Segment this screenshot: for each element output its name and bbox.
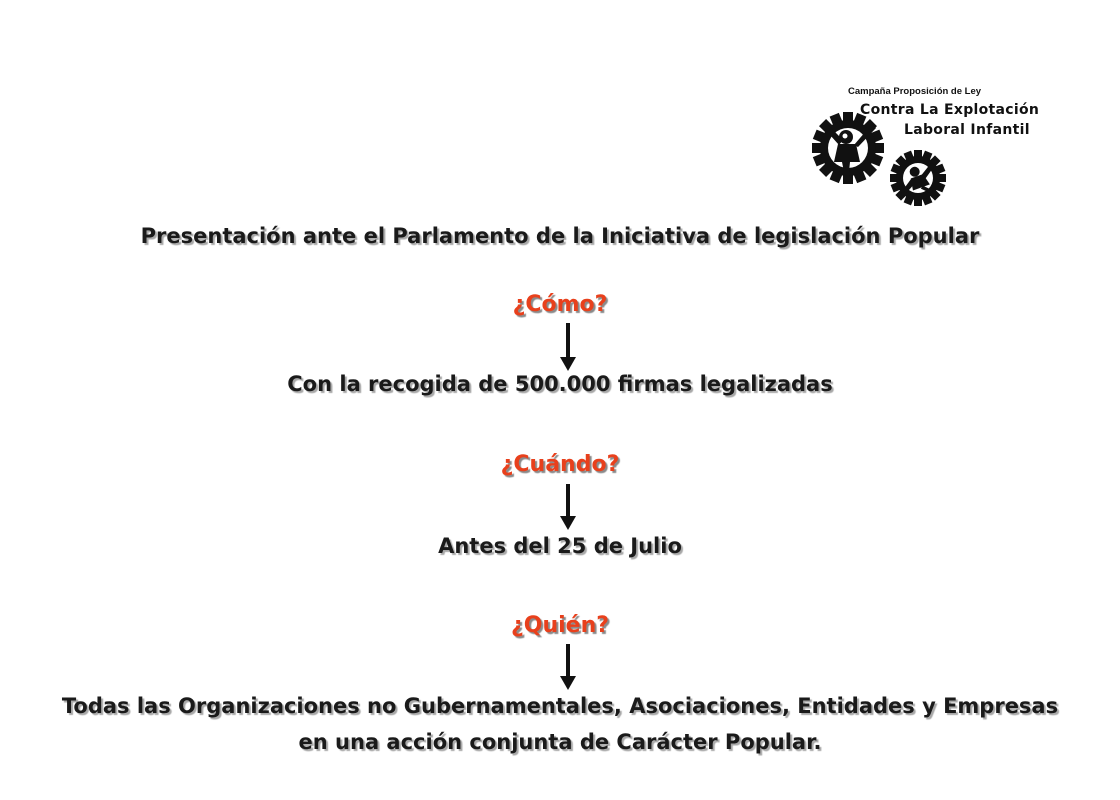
question-who: ¿Quién?	[510, 613, 609, 638]
logo-line-2: Laboral Infantil	[904, 122, 1030, 138]
answer-when: Antes del 25 de Julio	[438, 534, 682, 558]
answer-who-line-1: Todas las Organizaciones no Gubernamentales, Asociaciones, Entidades y Empresas	[61, 694, 1059, 718]
down-arrow-icon	[558, 644, 578, 690]
question-when: ¿Cuándo?	[500, 452, 620, 477]
down-arrow-icon	[558, 323, 578, 371]
page-title: Presentación ante el Parlamento de la Iniciativa de legislación Popular	[140, 224, 980, 248]
campaign-logo	[808, 82, 1038, 214]
logo-line-1: Contra La Explotación	[860, 102, 1040, 118]
answer-how: Con la recogida de 500.000 firmas legalizadas	[287, 372, 833, 396]
answer-who-line-2: en una acción conjunta de Carácter Popular.	[298, 730, 822, 754]
question-how: ¿Cómo?	[512, 292, 608, 317]
down-arrow-icon	[558, 484, 578, 530]
logo-campaign-label: Campaña Proposición de Ley	[848, 86, 982, 97]
